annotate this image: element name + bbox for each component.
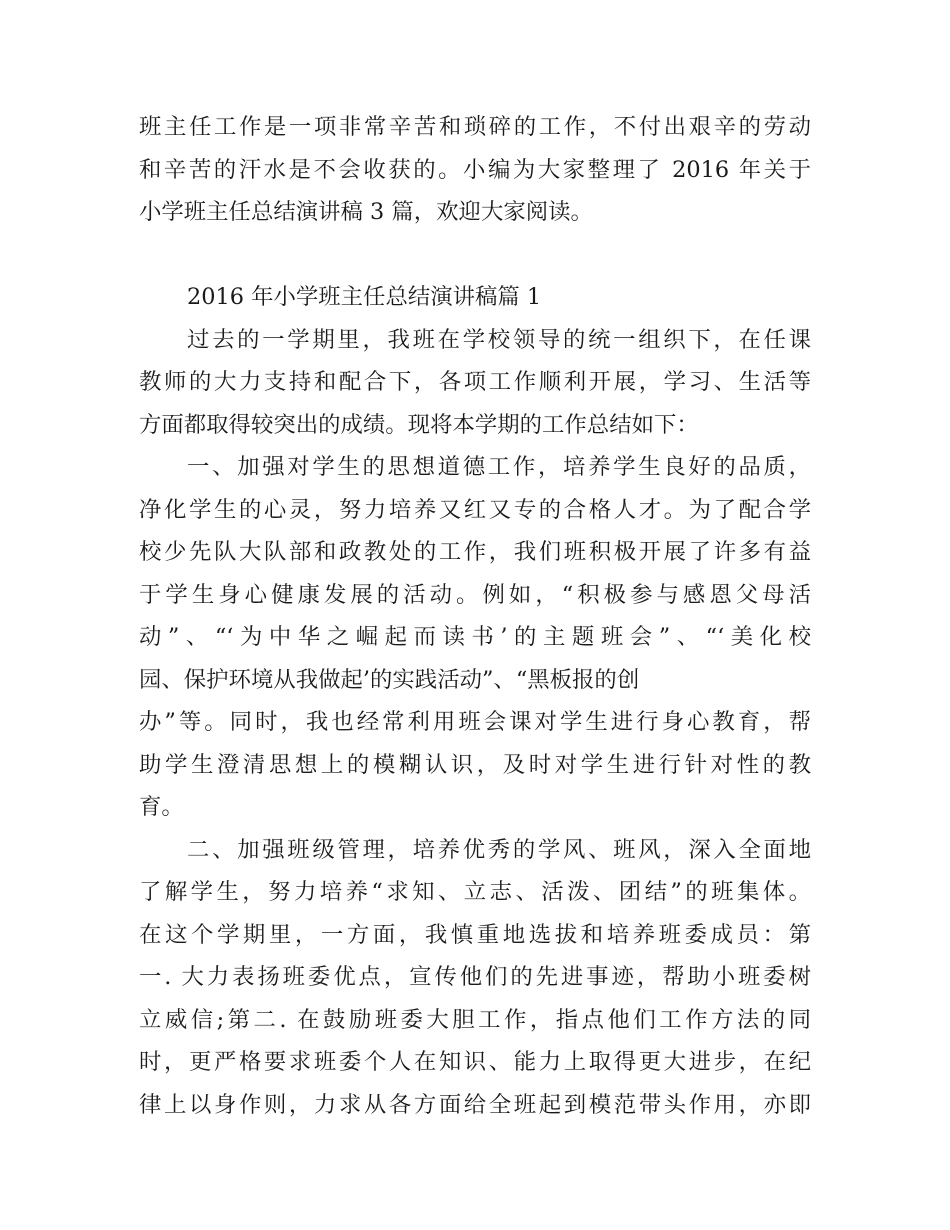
text-line: 校少先队大队部和政教处的工作，我们班积极开展了许多有益 — [139, 539, 811, 565]
paragraph-3 — [139, 829, 811, 1127]
text-line: 教师的大力支持和配合下，各项工作顺利开展，学习、生活等 — [139, 369, 811, 395]
heading-text: 2016 年小学班主任总结演讲稿篇 1 — [187, 284, 542, 310]
section-heading — [139, 276, 811, 319]
text-line: 方面都取得较突出的成绩。现将本学期的工作总结如下： — [139, 411, 699, 438]
text-line: 在这个学期里，一方面，我慎重地选拔和培养班委成员：第 — [139, 921, 811, 948]
paragraph-2 — [139, 446, 811, 829]
intro-paragraph — [139, 106, 811, 234]
text-line: 动”、“‘为中华之崛起而读书’的主题班会”、“‘美化校 — [139, 624, 811, 650]
text-line: 过去的一学期里，我班在学校领导的统一组织下，在任课 — [187, 326, 811, 353]
text-line: 育。 — [139, 794, 184, 820]
text-line: 办”等。同时，我也经常利用班会课对学生进行身心教育，帮 — [139, 709, 811, 735]
text-line: 助学生澄清思想上的模糊认识，及时对学生进行针对性的教 — [139, 751, 811, 778]
text-line: 和辛苦的汗水是不会收获的。小编为大家整理了 2016 年关于 — [139, 156, 811, 183]
text-line: 班主任工作是一项非常辛苦和琐碎的工作，不付出艰辛的劳动 — [139, 114, 811, 140]
text-line: 于学生身心健康发展的活动。例如，“积极参与感恩父母活 — [139, 581, 811, 608]
text-line: 净化学生的心灵，努力培养又红又专的合格人才。为了配合学 — [139, 496, 811, 523]
text-line: 时，更严格要求班委个人在知识、能力上取得更大进步，在纪 — [139, 1049, 811, 1075]
text-line: 二、加强班级管理，培养优秀的学风、班风，深入全面地 — [187, 836, 811, 863]
text-line: 立威信;第二. 在鼓励班委大胆工作，指点他们工作方法的同 — [139, 1006, 811, 1033]
text-line: 园、保护环境从我做起’的实践活动”、“黑板报的创 — [139, 666, 640, 693]
text-line: 小学班主任总结演讲稿 3 篇，欢迎大家阅读。 — [139, 199, 593, 225]
paragraph-1 — [139, 319, 811, 447]
text-line: 一、加强对学生的思想道德工作，培养学生良好的品质， — [187, 454, 811, 480]
paragraph-gap — [139, 234, 811, 277]
text-line: 了解学生，努力培养“求知、立志、活泼、团结”的班集体。 — [139, 879, 811, 905]
document-body — [139, 106, 811, 1126]
text-line: 律上以身作则，力求从各方面给全班起到模范带头作用，亦即 — [139, 1091, 811, 1118]
text-line: 一. 大力表扬班委优点，宣传他们的先进事迹，帮助小班委树 — [139, 964, 811, 990]
